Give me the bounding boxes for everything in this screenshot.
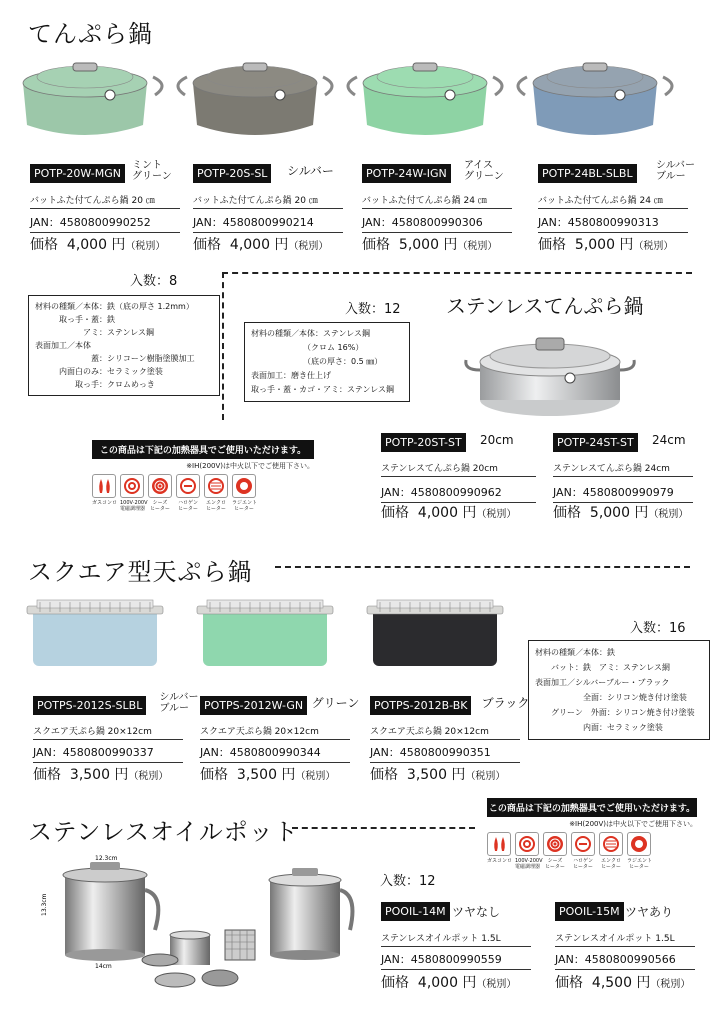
product-code: POOIL-15M: [555, 902, 624, 921]
tax-label: （税別）: [125, 241, 166, 252]
price-value: 4,000 円: [229, 237, 289, 253]
oilpot-qty: 入数：12: [380, 874, 436, 889]
material-line: 蓋：シリコーン樹脂塗膜加工: [35, 354, 195, 363]
heat-label: ガスコンロ: [487, 858, 513, 864]
product-jan: JAN：4580800990214: [193, 214, 343, 233]
tax-label: （税別）: [476, 509, 517, 520]
product-jan: JAN：4580800990962: [381, 484, 536, 503]
section-title-oilpot: ステンレスオイルポット: [28, 818, 299, 846]
halogen-heater-icon: [176, 474, 200, 498]
material-line: 内面：セラミック塗装: [535, 723, 663, 732]
product-color: シルバー ブルー: [656, 160, 696, 182]
product-jan: JAN：4580800990252: [30, 214, 180, 233]
radiant-heater-icon: [627, 832, 651, 856]
product-price: [381, 502, 516, 522]
heat-labels: [487, 858, 697, 870]
section-title-square: スクエア型天ぷら鍋: [28, 558, 253, 586]
product-finish: ツヤあり: [625, 905, 674, 919]
product-code: POOIL-14M: [381, 902, 450, 921]
product-price: [362, 234, 497, 254]
dim-bottom: 14cm: [95, 963, 112, 970]
product-desc: スクエア天ぷら鍋 20×12cm: [33, 724, 183, 740]
material-line: 取っ手：クロムめっき: [35, 380, 155, 389]
product-finish: ツヤなし: [452, 905, 501, 919]
price-value: 4,000 円: [417, 505, 477, 521]
product-desc: ステンレスオイルポット 1.5L: [381, 931, 531, 947]
enclosed-heater-icon: [599, 832, 623, 856]
ih-cooker-icon: [120, 474, 144, 498]
tax-label: （税別）: [128, 771, 169, 782]
product-jan: JAN：4580800990344: [200, 744, 350, 763]
price-value: 3,500 円: [236, 767, 296, 783]
heat-label: ラジエント ヒーター: [627, 858, 653, 870]
price-value: 5,000 円: [589, 505, 649, 521]
material-line: 材料の種類／本体：鉄（底の厚さ 1.2mm）: [35, 302, 194, 311]
heat-labels: [92, 500, 314, 512]
square-pot-2: [367, 600, 503, 666]
material-line: アミ：ステンレス鋼: [35, 328, 154, 337]
section-title-stainless: ステンレスてんぷら鍋: [446, 294, 644, 318]
tempura-pot-3: [518, 63, 672, 135]
tax-label: （税別）: [457, 241, 498, 252]
price-value: 5,000 円: [398, 237, 458, 253]
heat-label: ハロゲン ヒーター: [178, 500, 198, 512]
stainless-materials-box: [244, 322, 410, 402]
enclosed-heater-icon: [204, 474, 228, 498]
square-materials-box: [528, 640, 710, 740]
heat-label: エンクロ ヒーター: [206, 500, 226, 512]
heat-icons: [487, 832, 697, 856]
product-color: アイス グリーン: [464, 160, 504, 182]
heat-label: ガスコンロ: [92, 500, 118, 506]
tempura-pot-2: [348, 63, 502, 135]
price-label: 価格: [538, 237, 566, 253]
product-color: シルバー: [287, 164, 334, 178]
price-value: 4,000 円: [66, 237, 126, 253]
price-label: 価格: [362, 237, 390, 253]
material-line: 材料の種類／本体：ステンレス鋼: [251, 329, 370, 338]
oilpot-image: [40, 850, 360, 1000]
tempura-pot-1: [178, 63, 332, 135]
material-line: 表面加工／シルバーブルー・ブラック: [535, 678, 670, 687]
product-desc: ステンレスオイルポット 1.5L: [555, 931, 695, 947]
material-line: 全面：シリコン焼き付け塗装: [535, 693, 687, 702]
product-code: POTP-20ST-ST: [381, 433, 466, 452]
gas-stove-icon: [92, 474, 116, 498]
price-label: 価格: [370, 767, 398, 783]
product-price: [381, 972, 516, 992]
gas-stove-icon: [487, 832, 511, 856]
product-jan: JAN：4580800990306: [362, 214, 512, 233]
material-line: グリーン 外面：シリコン焼き付け塗装: [535, 708, 695, 717]
dashed-divider: [222, 272, 692, 274]
product-jan: JAN：4580800990351: [370, 744, 520, 763]
heat-label: エンクロ ヒーター: [601, 858, 621, 870]
product-price: [200, 764, 335, 784]
material-line: 取っ手・蓋・カゴ・アミ：ステンレス鋼: [251, 385, 394, 394]
tax-label: （税別）: [650, 979, 691, 990]
price-label: 価格: [193, 237, 221, 253]
product-code: POTPS-2012S-SLBL: [33, 696, 146, 715]
heat-label: ハロゲン ヒーター: [573, 858, 593, 870]
halogen-heater-icon: [571, 832, 595, 856]
product-desc: バットふた付てんぷら鍋 20 ㎝: [30, 193, 180, 209]
heat-label: 100V·200V 電磁調理器: [515, 858, 543, 870]
product-color: ミント グリーン: [132, 160, 172, 182]
radiant-heater-icon: [232, 474, 256, 498]
price-label: 価格: [33, 767, 61, 783]
tempura-pot-0: [20, 63, 162, 135]
dashed-divider-vertical: [222, 272, 224, 420]
material-line: （底の厚さ：0.5 ㎜）: [251, 357, 383, 366]
heat-label: シーズ ヒーター: [150, 500, 170, 512]
product-desc: スクエア天ぷら鍋 20×12cm: [370, 724, 520, 740]
tax-label: （税別）: [288, 241, 329, 252]
product-price: [370, 764, 505, 784]
square-pot-1: [197, 600, 333, 666]
heat-source-title: この商品は下記の加熱器具でご使用いただけます。: [487, 798, 697, 817]
price-label: 価格: [381, 975, 409, 991]
heat-source-title: この商品は下記の加熱器具でご使用いただけます。: [92, 440, 314, 459]
tempura-materials-box: [28, 295, 220, 396]
material-line: 表面加工：磨き仕上げ: [251, 371, 331, 380]
stainless-pot-image: [460, 320, 640, 420]
product-jan: JAN：4580800990566: [555, 951, 695, 970]
dim-side: 13.3cm: [41, 893, 48, 916]
product-jan: JAN：4580800990559: [381, 951, 531, 970]
section-title-tempura: てんぷら鍋: [28, 20, 153, 48]
price-value: 4,500 円: [591, 975, 651, 991]
material-line: バット：鉄 アミ：ステンレス網: [535, 663, 670, 672]
price-label: 価格: [555, 975, 583, 991]
product-desc: バットふた付てんぷら鍋 20 ㎝: [193, 193, 343, 209]
product-jan: JAN：4580800990979: [553, 484, 693, 503]
product-code: POTP-20S-SL: [193, 164, 271, 183]
product-price: [555, 972, 690, 992]
heat-source-panel: [92, 440, 314, 512]
tax-label: （税別）: [648, 509, 689, 520]
dim-top: 12.3cm: [95, 855, 118, 862]
square-qty: 入数：16: [630, 621, 686, 636]
product-code: POTP-24ST-ST: [553, 433, 638, 452]
sheathed-heater-icon: [543, 832, 567, 856]
price-label: 価格: [200, 767, 228, 783]
product-price: [553, 502, 688, 522]
tax-label: （税別）: [633, 241, 674, 252]
product-color: ブラック: [481, 696, 530, 710]
product-size: 24cm: [652, 433, 686, 447]
product-size: 20cm: [480, 433, 514, 447]
heat-label: ラジエント ヒーター: [232, 500, 258, 512]
material-line: 内面白のみ：セラミック塗装: [35, 367, 163, 376]
tax-label: （税別）: [476, 979, 517, 990]
product-desc: バットふた付てんぷら鍋 24 ㎝: [362, 193, 512, 209]
product-code: POTP-24W-IGN: [362, 164, 451, 183]
square-pot-0: [27, 600, 163, 666]
product-jan: JAN：4580800990337: [33, 744, 183, 763]
product-price: [33, 764, 168, 784]
product-code: POTPS-2012B-BK: [370, 696, 471, 715]
heat-label: 100V·200V 電磁調理器: [120, 500, 148, 512]
product-price: [193, 234, 328, 254]
price-label: 価格: [553, 505, 581, 521]
heat-source-note: ※IH(200V)は中火以下でご使用下さい。: [569, 820, 697, 828]
tax-label: （税別）: [465, 771, 506, 782]
price-label: 価格: [381, 505, 409, 521]
price-label: 価格: [30, 237, 58, 253]
tempura-qty: 入数：8: [130, 274, 178, 289]
ih-cooker-icon: [515, 832, 539, 856]
product-code: POTPS-2012W-GN: [200, 696, 307, 715]
product-jan: JAN：4580800990313: [538, 214, 688, 233]
dashed-divider: [292, 827, 475, 829]
price-value: 4,000 円: [417, 975, 477, 991]
material-line: 材料の種類／本体：鉄: [535, 648, 615, 657]
heat-icons: [92, 474, 314, 498]
tax-label: （税別）: [295, 771, 336, 782]
product-desc: バットふた付てんぷら鍋 24 ㎝: [538, 193, 688, 209]
product-code: POTP-24BL-SLBL: [538, 164, 637, 183]
dashed-divider: [275, 566, 690, 568]
tempura-pot-images: [20, 55, 710, 150]
product-desc: ステンレスてんぷら鍋 20cm: [381, 461, 536, 477]
product-color: シルバー ブルー: [159, 692, 199, 714]
product-price: [30, 234, 165, 254]
product-price: [538, 234, 673, 254]
product-color: グリーン: [311, 696, 360, 710]
product-desc: ステンレスてんぷら鍋 24cm: [553, 461, 693, 477]
sheathed-heater-icon: [148, 474, 172, 498]
product-code: POTP-20W-MGN: [30, 164, 125, 183]
price-value: 3,500 円: [69, 767, 129, 783]
material-line: 取っ手・蓋：鉄: [35, 315, 115, 324]
stainless-qty: 入数：12: [345, 302, 401, 317]
heat-label: シーズ ヒーター: [545, 858, 565, 870]
material-line: （クロム 16%）: [251, 343, 364, 352]
price-value: 5,000 円: [574, 237, 634, 253]
heat-source-panel: [487, 798, 697, 870]
heat-source-note: ※IH(200V)は中火以下でご使用下さい。: [186, 462, 314, 470]
square-pot-images: [20, 598, 540, 678]
price-value: 3,500 円: [406, 767, 466, 783]
product-desc: スクエア天ぷら鍋 20×12cm: [200, 724, 350, 740]
material-line: 表面加工／本体: [35, 341, 91, 350]
